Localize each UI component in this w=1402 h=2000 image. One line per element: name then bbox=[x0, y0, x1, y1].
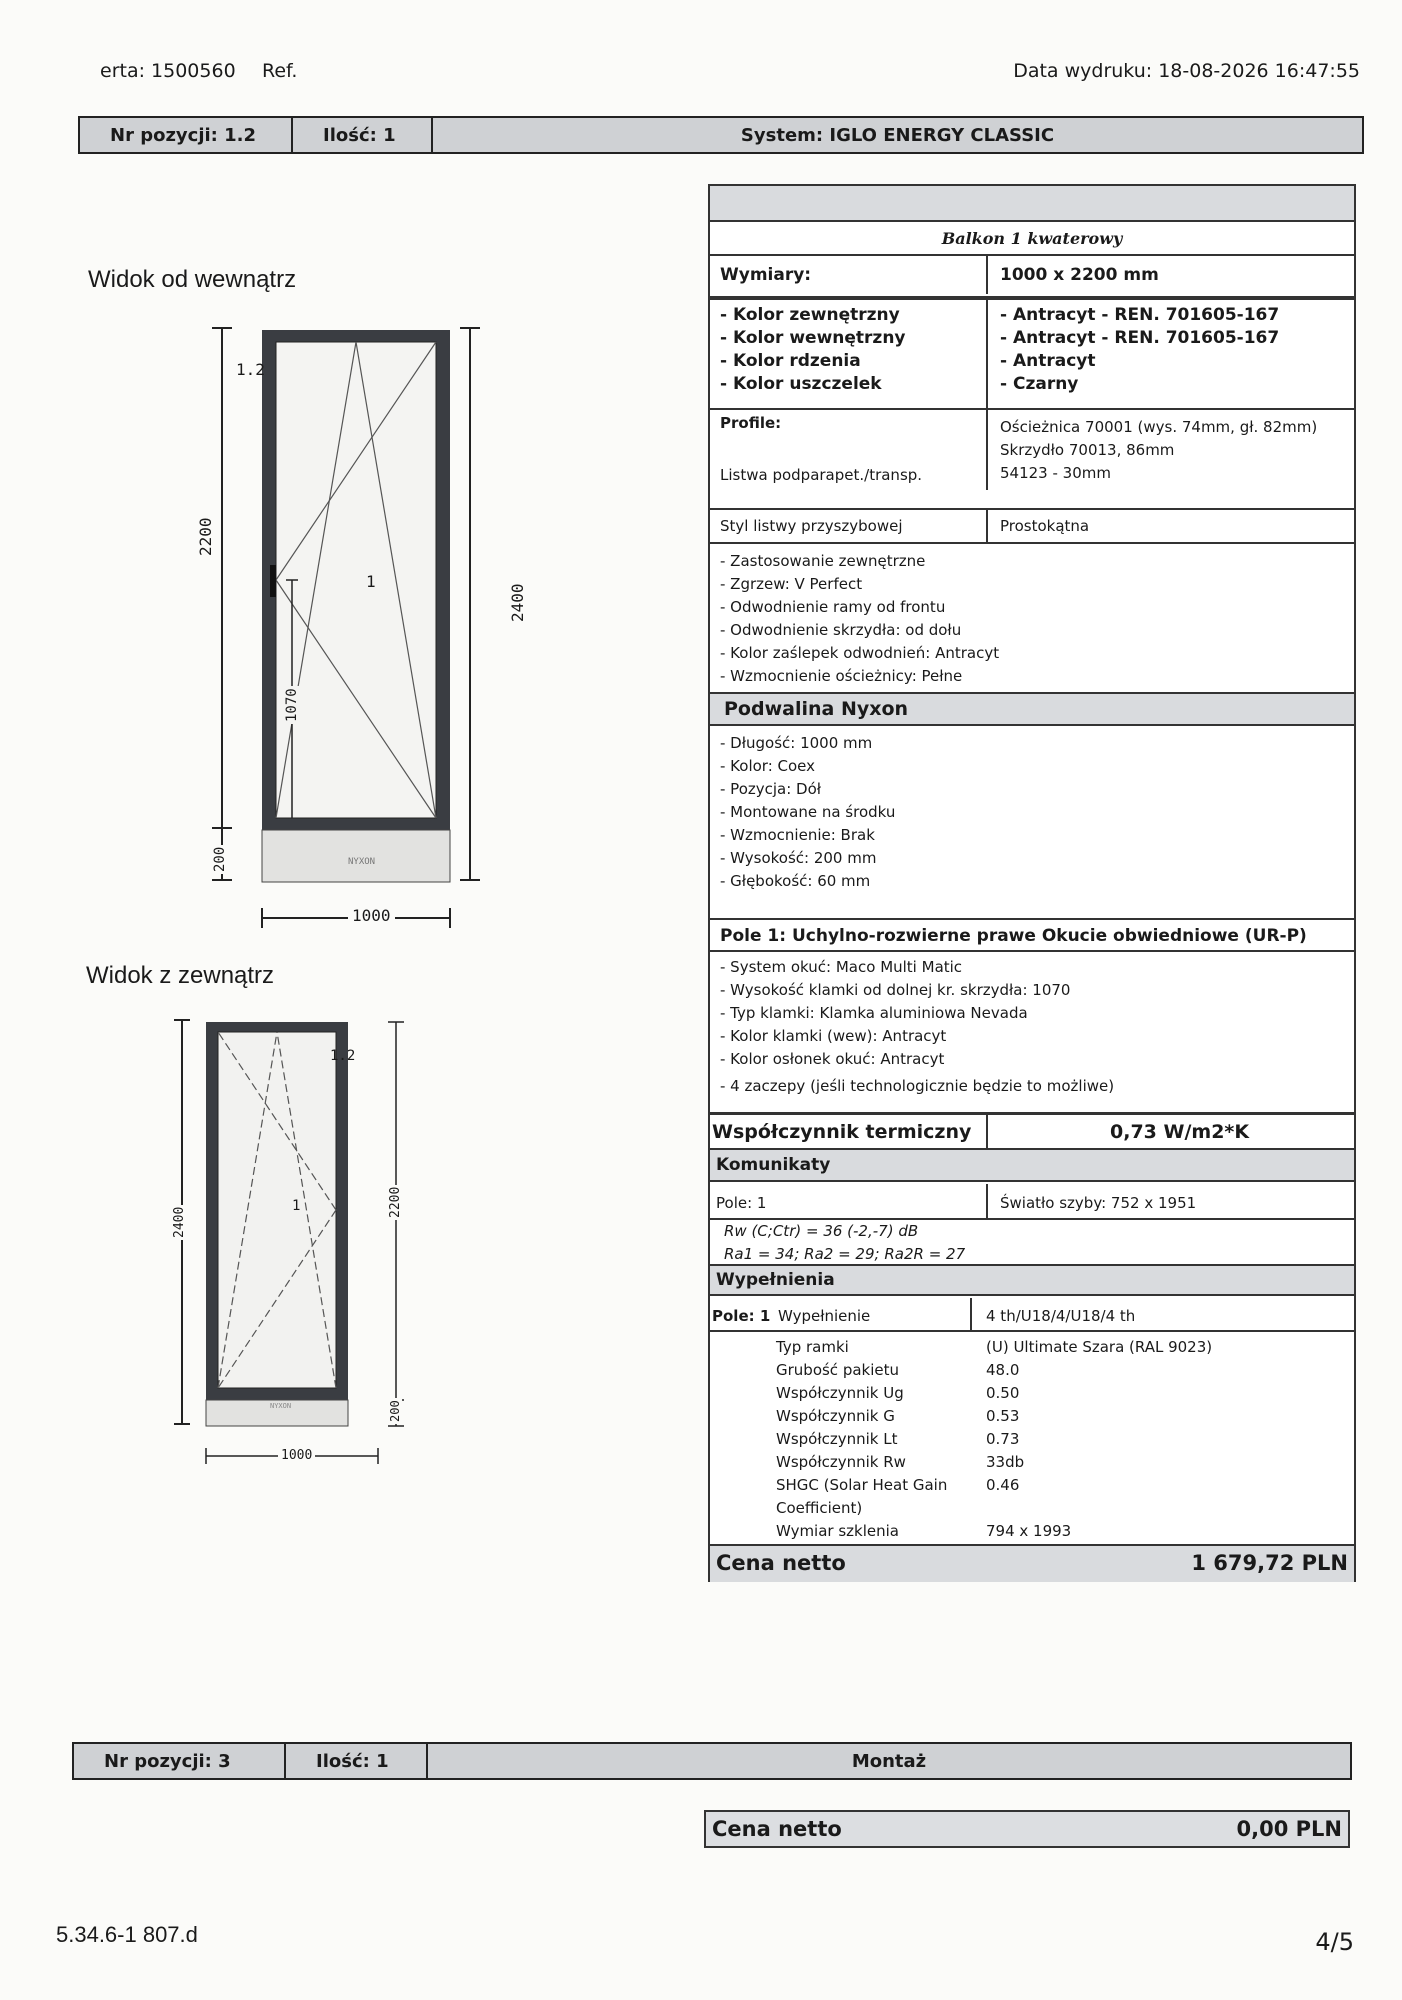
price-value: 1 679,72 PLN bbox=[1191, 1551, 1348, 1575]
outside-base-label: NYXON bbox=[270, 1402, 292, 1410]
product-title-row bbox=[710, 220, 1354, 254]
filling-detail-value: 48.0 bbox=[986, 1361, 1020, 1379]
position3-title: Montaż bbox=[851, 1750, 927, 1772]
outside-sash-label: 1.2 bbox=[330, 1048, 356, 1064]
option-item: - Odwodnienie skrzydła: od dołu bbox=[720, 621, 962, 639]
color-interior-label: - Kolor wewnętrzny bbox=[720, 328, 906, 348]
print-date: Data wydruku: 18-08-2026 16:47:55 bbox=[1013, 60, 1360, 82]
option-item: - Odwodnienie ramy od frontu bbox=[720, 598, 946, 616]
bead-row bbox=[710, 508, 1354, 542]
filling-details bbox=[710, 1336, 1354, 1544]
filling-value: 4 th/U18/4/U18/4 th bbox=[986, 1307, 1136, 1325]
thermal-value: 0,73 W/m2*K bbox=[1110, 1121, 1250, 1143]
position3-price-label: Cena netto bbox=[712, 1817, 842, 1841]
outside-dim-width: 1000 bbox=[278, 1448, 315, 1463]
page-number: 4/5 bbox=[1315, 1928, 1354, 1956]
system-name: System: IGLO ENERGY CLASSIC bbox=[740, 124, 1055, 146]
filling-detail-value: 0.53 bbox=[986, 1407, 1020, 1425]
base-item: - Głębokość: 60 mm bbox=[720, 872, 871, 890]
reference: Ref. bbox=[262, 60, 298, 82]
inside-field-label: 1 bbox=[366, 572, 376, 591]
position3-quantity: Ilość: 1 bbox=[286, 1744, 428, 1778]
filling-detail-value: 0.50 bbox=[986, 1384, 1020, 1402]
inside-dim-base: 200 bbox=[212, 846, 228, 872]
messages-title: Komunikaty bbox=[716, 1155, 831, 1175]
profiles-block bbox=[710, 408, 1354, 490]
bead-label: Styl listwy przyszybowej bbox=[720, 517, 903, 535]
filling-detail-label: Współczynnik Lt bbox=[776, 1430, 898, 1448]
base-item: - Pozycja: Dół bbox=[720, 780, 822, 798]
profile-label: Profile: bbox=[720, 414, 782, 432]
spec-header-bar bbox=[710, 186, 1354, 220]
product-title: Balkon 1 kwaterowy bbox=[941, 228, 1123, 248]
options-block bbox=[710, 542, 1354, 692]
colors-block bbox=[710, 296, 1354, 408]
position-quantity: Ilość: 1 bbox=[293, 118, 433, 152]
field-item: - System okuć: Maco Multi Matic bbox=[720, 958, 963, 976]
filling-detail-label: Współczynnik G bbox=[776, 1407, 895, 1425]
filling-detail-label: Współczynnik Rw bbox=[776, 1453, 906, 1471]
filling-field: Pole: 1 bbox=[712, 1307, 771, 1325]
bead-value: Prostokątna bbox=[1000, 517, 1090, 535]
profile-frame: Ościeżnica 70001 (wys. 74mm, gł. 82mm) bbox=[1000, 418, 1318, 436]
document-code: 5.34.6-1 807.d bbox=[56, 1922, 198, 1947]
base-item: - Długość: 1000 mm bbox=[720, 734, 873, 752]
filling-detail-label: Grubość pakietu bbox=[776, 1361, 900, 1379]
inside-base-label: NYXON bbox=[348, 857, 376, 867]
inside-dim-handle: 1070 bbox=[284, 688, 300, 722]
base-item: - Kolor: Coex bbox=[720, 757, 816, 775]
color-gasket-value: - Czarny bbox=[1000, 374, 1079, 394]
base-block bbox=[710, 728, 1354, 896]
field-item: - Typ klamki: Klamka aluminiowa Nevada bbox=[720, 1004, 1028, 1022]
filling-detail-label: Współczynnik Ug bbox=[776, 1384, 904, 1402]
shgc-value: 0.46 bbox=[986, 1476, 1020, 1494]
outside-dim-base: 200 bbox=[388, 1400, 402, 1422]
base-section-header bbox=[710, 692, 1354, 726]
color-gasket-label: - Kolor uszczelek bbox=[720, 374, 882, 394]
color-core-label: - Kolor rdzenia bbox=[720, 351, 861, 371]
shgc-label-cont: Coefficient) bbox=[776, 1499, 863, 1517]
filling-label: Wypełnienie bbox=[778, 1307, 871, 1325]
field-item: - Wysokość klamki od dolnej kr. skrzydła: 1070 bbox=[720, 981, 1071, 999]
outside-view-title: Widok z zewnątrz bbox=[86, 962, 275, 989]
dimensions-value: 1000 x 2200 mm bbox=[1000, 265, 1159, 285]
acoustics-rw: Rw (C;Ctr) = 36 (-2,-7) dB bbox=[724, 1222, 919, 1240]
option-item: - Wzmocnienie ościeżnicy: Pełne bbox=[720, 667, 963, 685]
option-item: - Zastosowanie zewnętrzne bbox=[720, 552, 926, 570]
thermal-label: Współczynnik termiczny bbox=[712, 1121, 972, 1143]
position3-price-row bbox=[704, 1810, 1350, 1848]
profile-sash: Skrzydło 70013, 86mm bbox=[1000, 441, 1175, 459]
glazing-value: 794 x 1993 bbox=[986, 1522, 1072, 1540]
inside-dim-height: 2200 bbox=[196, 513, 215, 560]
inside-view-title: Widok od wewnątrz bbox=[88, 266, 297, 293]
fillings-title: Wypełnienia bbox=[716, 1270, 835, 1290]
color-exterior-value: - Antracyt - REN. 701605-167 bbox=[1000, 305, 1280, 325]
field-item: - Kolor osłonek okuć: Antracyt bbox=[720, 1050, 945, 1068]
inside-dim-total: 2400 bbox=[508, 579, 527, 626]
sill-label: Listwa podparapet./transp. bbox=[720, 466, 923, 484]
base-item: - Wysokość: 200 mm bbox=[720, 849, 877, 867]
option-item: - Zgrzew: V Perfect bbox=[720, 575, 863, 593]
inside-sash-label: 1.2 bbox=[236, 360, 265, 379]
dimensions-label: Wymiary: bbox=[720, 265, 812, 285]
glazing-label: Wymiar szklenia bbox=[776, 1522, 899, 1540]
field-item: - 4 zaczepy (jeśli technologicznie będzie to możliwe) bbox=[720, 1077, 1115, 1095]
position3-header-bar bbox=[72, 1742, 1352, 1780]
option-item: - Kolor zaślepek odwodnień: Antracyt bbox=[720, 644, 1000, 662]
position3-price-value: 0,00 PLN bbox=[1236, 1817, 1342, 1841]
fillings-header bbox=[710, 1264, 1354, 1296]
filling-detail-value: (U) Ultimate Szara (RAL 9023) bbox=[986, 1338, 1213, 1356]
filling-row bbox=[710, 1298, 1354, 1332]
offer-number: erta: 1500560 bbox=[100, 60, 236, 82]
position-number: Nr pozycji: 1.2 bbox=[80, 118, 293, 152]
price-row bbox=[710, 1544, 1354, 1582]
filling-detail-value: 0.73 bbox=[986, 1430, 1020, 1448]
filling-detail-label: Typ ramki bbox=[776, 1338, 849, 1356]
field-block bbox=[710, 954, 1354, 1095]
spec-panel bbox=[708, 184, 1356, 1582]
color-exterior-label: - Kolor zewnętrzny bbox=[720, 305, 900, 325]
messages-header bbox=[710, 1148, 1354, 1182]
inside-view-drawing bbox=[200, 320, 500, 940]
base-title: Podwalina Nyxon bbox=[724, 698, 909, 720]
outside-field-label: 1 bbox=[292, 1198, 301, 1214]
profile-sill: 54123 - 30mm bbox=[1000, 464, 1111, 482]
thermal-row bbox=[710, 1112, 1354, 1148]
messages-field: Pole: 1 bbox=[716, 1194, 767, 1212]
outside-dim-total: 2400 bbox=[172, 1206, 187, 1238]
messages-row bbox=[710, 1184, 1354, 1218]
messages-light: Światło szyby: 752 x 1951 bbox=[1000, 1194, 1197, 1212]
field-title: Pole 1: Uchylno-rozwierne prawe Okucie obwiedniowe (UR-P) bbox=[720, 926, 1307, 946]
filling-detail-value: 33db bbox=[986, 1453, 1025, 1471]
outside-dim-height: 2200 bbox=[388, 1186, 403, 1218]
shgc-label: SHGC (Solar Heat Gain bbox=[776, 1476, 948, 1494]
dimensions-row bbox=[710, 254, 1354, 294]
position3-number: Nr pozycji: 3 bbox=[74, 1744, 286, 1778]
color-core-value: - Antracyt bbox=[1000, 351, 1096, 371]
acoustics-ra: Ra1 = 34; Ra2 = 29; Ra2R = 27 bbox=[724, 1245, 966, 1263]
price-label: Cena netto bbox=[716, 1551, 846, 1575]
base-item: - Montowane na środku bbox=[720, 803, 896, 821]
base-item: - Wzmocnienie: Brak bbox=[720, 826, 875, 844]
color-interior-value: - Antracyt - REN. 701605-167 bbox=[1000, 328, 1280, 348]
inside-dim-width: 1000 bbox=[348, 906, 395, 925]
position-header-bar bbox=[78, 116, 1364, 154]
field-item: - Kolor klamki (wew): Antracyt bbox=[720, 1027, 947, 1045]
field-section-header bbox=[710, 918, 1354, 952]
acoustics-block bbox=[710, 1218, 1354, 1264]
